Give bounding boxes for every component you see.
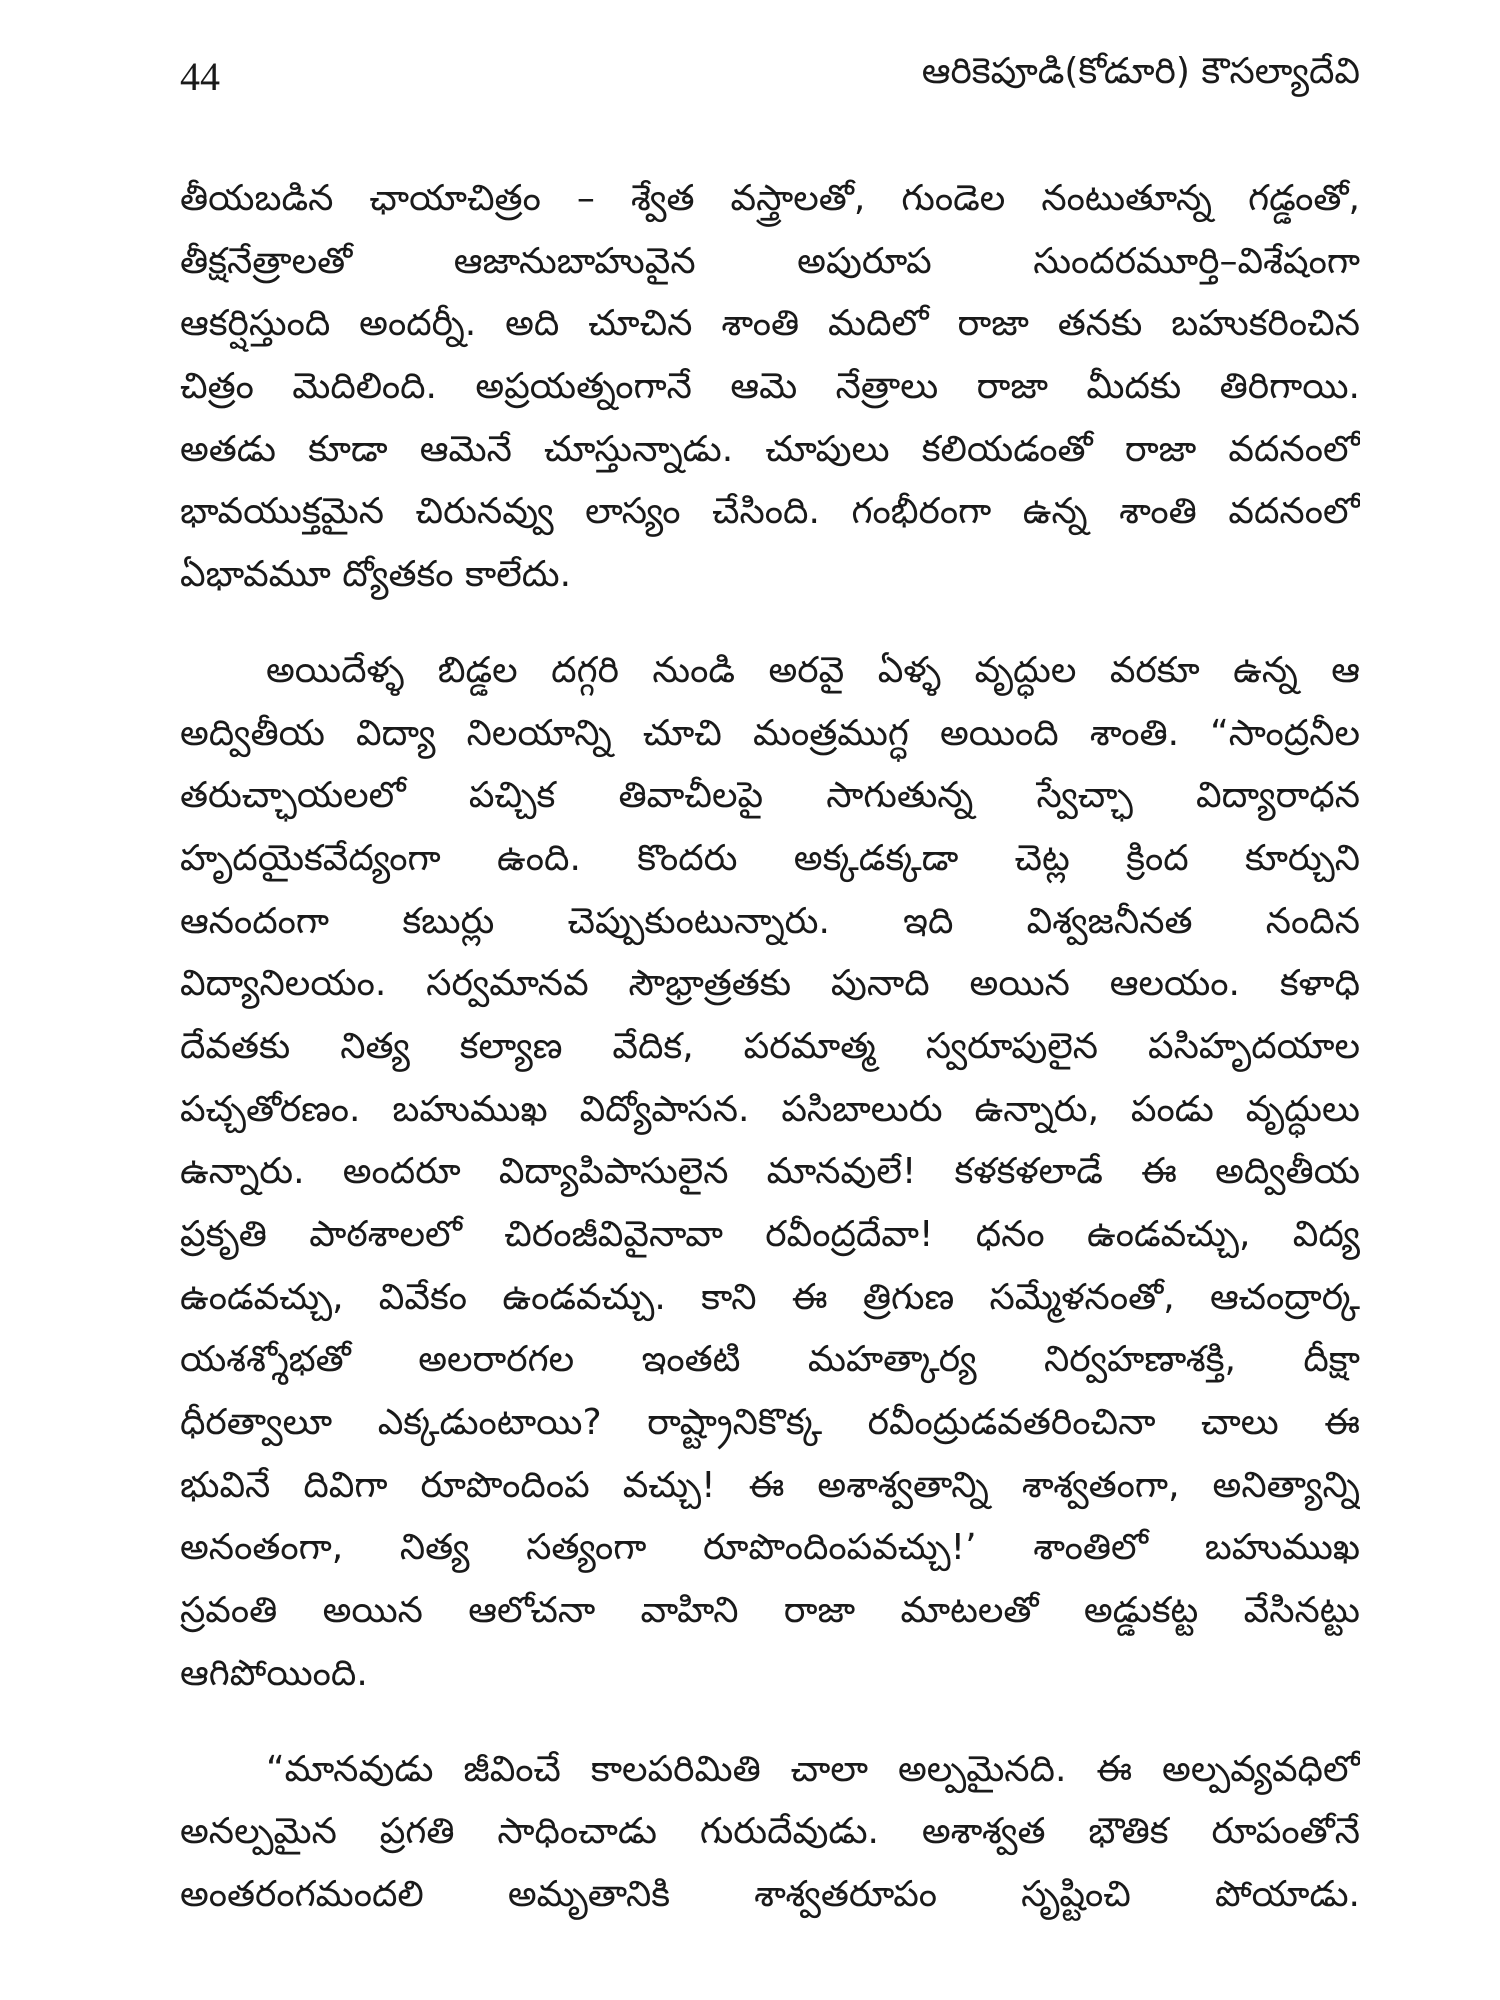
text-line: ప్రకృతి పాఠశాలలో చిరంజీవివైనావా రవీంద్రదేవా! ధనం ఉండవచ్చు, విద్య [180, 1214, 1360, 1255]
text-line: యశశ్శోభతో అలరారగల ఇంతటి మహత్కార్య నిర్వహణాశక్తి, దీక్షా [180, 1339, 1360, 1381]
page-number: 44 [180, 53, 220, 99]
paragraph-2 [180, 640, 1360, 1706]
text-line: భావయుక్తమైన చిరునవ్వు లాస్యం చేసింది. గంభీరంగా ఉన్న శాంతి వదనంలో [180, 491, 1360, 533]
text-line: పచ్చతోరణం. బహుముఖ విద్యోపాసన. పసిబాలురు ఉన్నారు, పండు వృద్ధులు [180, 1088, 1360, 1130]
text-line: అంతరంగమందలి అమృతానికి శాశ్వతరూపం సృష్టించి పోయాడు. [180, 1873, 1360, 1915]
text-line: అద్వితీయ విద్యా నిలయాన్ని చూచి మంత్రముగ్ధ అయింది శాంతి. “సాంద్రనీల [180, 712, 1360, 754]
paragraph-1 [180, 168, 1360, 607]
body-text [180, 168, 1360, 1927]
text-line: ఉండవచ్చు, వివేకం ఉండవచ్చు. కాని ఈ త్రిగుణ సమ్మేళనంతో, ఆచంద్రార్క [180, 1276, 1360, 1318]
text-line: ధీరత్వాలూ ఎక్కడుంటాయి? రాష్ట్రానికొక్క రవీంద్రుడవతరించినా చాలు ఈ [180, 1402, 1360, 1444]
text-line: తీయబడిన ఛాయాచిత్రం – శ్వేత వస్త్రాలతో, గుండెల నంటుతూన్న గడ్డంతో, [180, 178, 1360, 219]
text-line: అనంతంగా, నిత్య సత్యంగా రూపొందింపవచ్చు!’ శాంతిలో బహుముఖ [180, 1527, 1360, 1569]
text-line: ఆకర్షిస్తుంది అందర్నీ. అది చూచిన శాంతి మదిలో రాజా తనకు బహుకరించిన [180, 303, 1360, 345]
text-line: అతడు కూడా ఆమెనే చూస్తున్నాడు. చూపులు కలియడంతో రాజా వదనంలో [180, 428, 1360, 470]
text-line: ఆనందంగా కబుర్లు చెప్పుకుంటున్నారు. ఇది విశ్వజనీనత నందిన [180, 900, 1360, 942]
text-line: “మానవుడు జీవించే కాలపరిమితి చాలా అల్పమైనది. ఈ అల్పవ్యవధిలో [266, 1748, 1360, 1790]
text-line: అనల్పమైన ప్రగతి సాధించాడు గురుదేవుడు. అశాశ్వత భౌతిక రూపంతోనే [180, 1811, 1360, 1853]
text-line: భువినే దివిగా రూపొందింప వచ్చు! ఈ అశాశ్వతాన్ని శాశ్వతంగా, అనిత్యాన్ని [180, 1464, 1360, 1506]
running-title: ఆరికెపూడి(కోడూరి) కౌసల్యాదేవి [921, 51, 1360, 92]
text-line: హృదయైకవేద్యంగా ఉంది. కొందరు అక్కడక్కడా చెట్ల క్రింద కూర్చుని [180, 837, 1360, 879]
paragraph-3 [180, 1739, 1360, 1927]
text-line: అయిదేళ్ళ బిడ్డల దగ్గరి నుండి అరవై ఏళ్ళ వృద్ధుల వరకూ ఉన్న ఆ [266, 649, 1360, 691]
text-line: ఉన్నారు. అందరూ విద్యాపిపాసులైన మానవులే! కళకళలాడే ఈ అద్వితీయ [180, 1151, 1360, 1193]
text-line: దేవతకు నిత్య కల్యాణ వేదిక, పరమాత్మ స్వరూపులైన పసిహృదయాల [180, 1025, 1360, 1067]
text-line: ఏభావమూ ద్యోతకం కాలేదు. [180, 554, 572, 596]
text-line: ఆగిపోయింది. [180, 1652, 368, 1694]
page-header [180, 46, 1360, 106]
text-line: తీక్షనేత్రాలతో ఆజానుబాహువైన అపురూప సుందరమూర్తి–విశేషంగా [180, 240, 1360, 282]
text-line: చిత్రం మెదిలింది. అప్రయత్నంగానే ఆమె నేత్రాలు రాజా మీదకు తిరిగాయి. [180, 366, 1360, 408]
text-line: విద్యానిలయం. సర్వమానవ సౌభ్రాత్రతకు పునాది అయిన ఆలయం. కళాధి [180, 963, 1360, 1005]
text-line: తరుచ్ఛాయలలో పచ్చిక తివాచీలపై సాగుతున్న స్వేచ్ఛా విద్యారాధన [180, 775, 1360, 817]
text-line: స్రవంతి అయిన ఆలోచనా వాహిని రాజా మాటలతో అడ్డుకట్ట వేసినట్టు [180, 1590, 1360, 1632]
